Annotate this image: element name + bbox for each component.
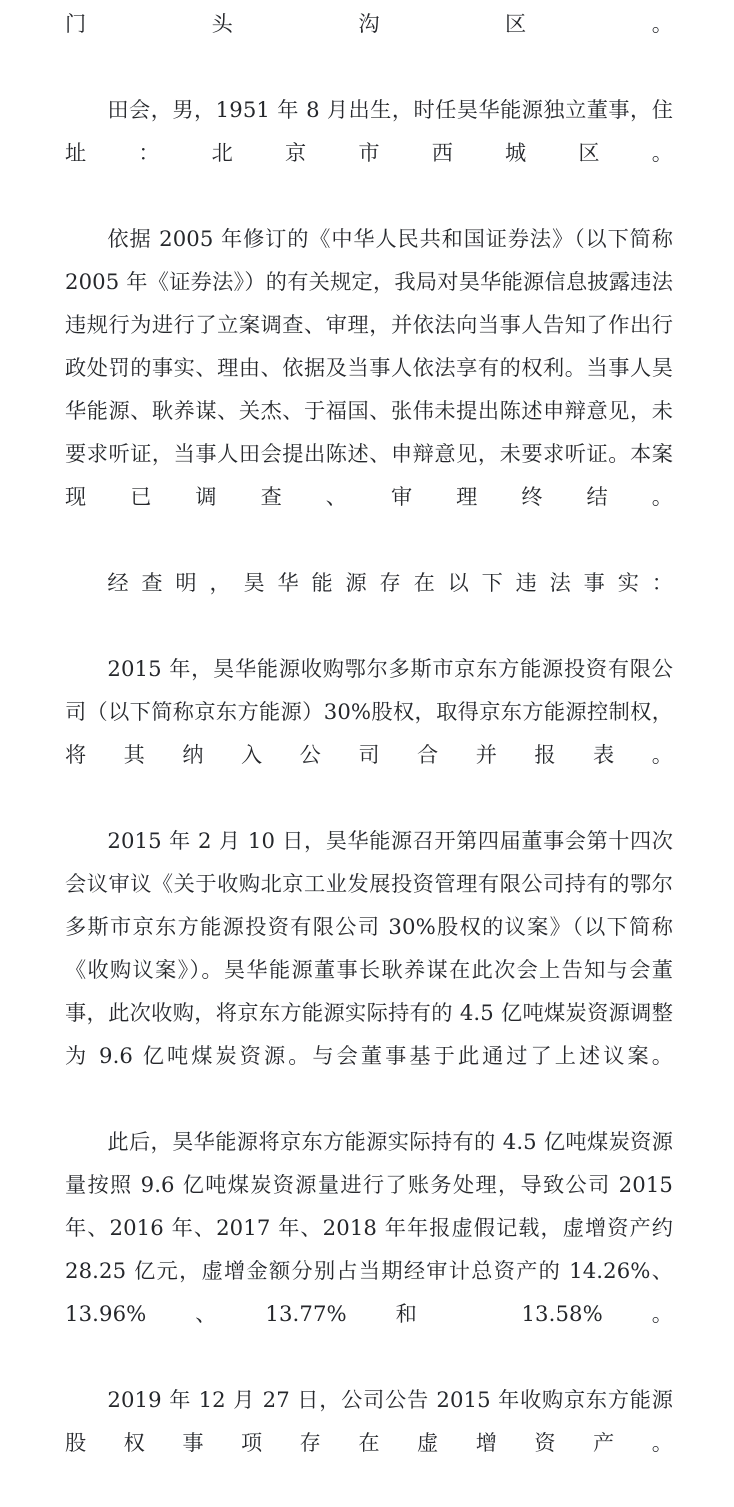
paragraph-findings-heading: 经查明，昊华能源存在以下违法事实： xyxy=(107,570,673,595)
paragraph-residence-continuation: 门头沟区。 xyxy=(65,11,673,36)
paragraph-board-meeting-resolution: 2015 年 2 月 10 日，昊华能源召开第四届董事会第十四次会议审议《关于收购北京工业发展投资管理有限公司持有的鄂尔多斯市京东方能源投资有限公司 30%股权的议案》（以下简称《收购议案》）。昊华能源董事长耿养谋在此次会上告知与会董事，此次收购，将京东方能源实际持有的 4.5 亿吨煤炭资源调整为 9.6 亿吨煤炭资源。与会董事基于此通过了上述议案。 xyxy=(65,828,673,1068)
paragraph-accounting-treatment-inflation: 此后，昊华能源将京东方能源实际持有的 4.5 亿吨煤炭资源量按照 9.6 亿吨煤炭资源量进行了账务处理，导致公司 2015 年、2016 年、2017 年、2018 年年报虚假记载，虚增资产约 28.25 亿元，虚增金额分别占当期经审计总资产的 14.26%、13.96%、13.77%和 13.58%。 xyxy=(65,1129,673,1326)
paragraph-2019-announcement: 2019 年 12 月 27 日，公司公告 2015 年收购京东方能源股权事项存在虚增资产。 xyxy=(65,1387,673,1455)
paragraph-party-tianhui: 田会，男，1951 年 8 月出生，时任昊华能源独立董事，住址：北京市西城区。 xyxy=(65,97,673,165)
paragraph-legal-basis-and-procedure: 依据 2005 年修订的《中华人民共和国证券法》（以下简称 2005 年《证券法》）的有关规定，我局对昊华能源信息披露违法违规行为进行了立案调查、审理，并依法向当事人告知了作出行政处罚的事实、理由、依据及当事人依法享有的权利。当事人昊华能源、耿养谋、关杰、于福国、张伟未提出陈述申辩意见，未要求听证，当事人田会提出陈述、申辩意见，未要求听证。本案现已调查、审理终结。 xyxy=(65,226,673,509)
paragraph-2015-acquisition: 2015 年，昊华能源收购鄂尔多斯市京东方能源投资有限公司（以下简称京东方能源）30%股权，取得京东方能源控制权，将其纳入公司合并报表。 xyxy=(65,656,673,767)
document-text-column xyxy=(65,2,673,1507)
